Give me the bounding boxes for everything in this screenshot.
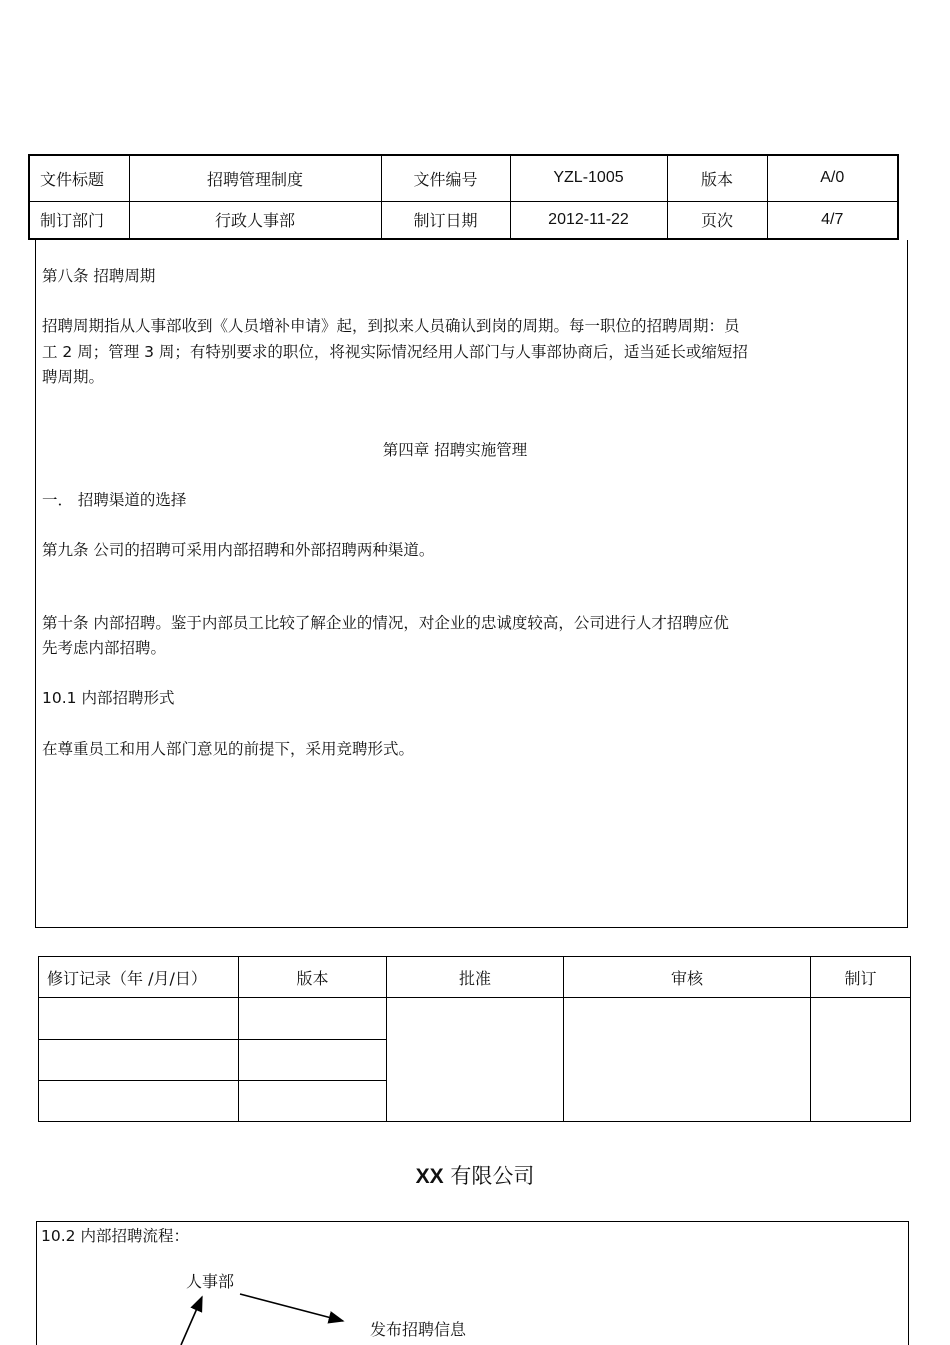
article8-line2: 工 2 周；管理 3 周；有特别要求的职位，将视实际情况经用人部门与人事部协商后，适当延长或缩短招: [42, 343, 748, 361]
document-header-table: [28, 154, 899, 240]
page-label: 页次: [667, 201, 767, 239]
revision-cell-review: [564, 998, 811, 1122]
revision-cell-record: [39, 998, 239, 1040]
article10-line1: 第十条 内部招聘。鉴于内部员工比较了解企业的情况，对企业的忠诚度较高，公司进行人才招聘应优: [42, 614, 729, 632]
chapter4-title: 第四章 招聘实施管理: [382, 441, 528, 459]
article10-line2: 先考虑内部招聘。: [42, 639, 167, 657]
flow-title: 10.2 内部招聘流程：: [41, 1227, 189, 1245]
dept-value: 行政人事部: [129, 201, 381, 239]
version-label: 版本: [667, 155, 767, 201]
article9-text: 第九条 公司的招聘可采用内部招聘和外部招聘两种渠道。: [42, 541, 435, 559]
header-row-1: [29, 155, 898, 201]
flow-node-hr: 人事部: [186, 1272, 235, 1291]
date-value: 2012-11-22: [510, 201, 667, 239]
revision-header-row: [39, 957, 911, 998]
revision-cell-version: [239, 1081, 387, 1122]
revision-cell-make: [811, 998, 911, 1122]
title-label: 文件标题: [29, 155, 129, 201]
arrow-to-hr: [181, 1297, 202, 1345]
dept-label: 制订部门: [29, 201, 129, 239]
revision-cell-version: [239, 998, 387, 1040]
company-name: [0, 1160, 950, 1190]
revision-table: [38, 956, 911, 1122]
docno-label: 文件编号: [381, 155, 510, 201]
revision-cell-version: [239, 1040, 387, 1081]
header-row-2: [29, 201, 898, 239]
revision-col-review: 审核: [564, 957, 811, 998]
section1-title: 一． 招聘渠道的选择: [42, 491, 187, 509]
revision-cell-approve: [387, 998, 564, 1122]
flow-node-publish: 发布招聘信息: [370, 1320, 467, 1339]
flow-arrows: [0, 1221, 950, 1345]
version-value: A/0: [767, 155, 898, 201]
revision-cell-record: [39, 1081, 239, 1122]
article8-line3: 聘周期。: [42, 368, 105, 386]
company-name-suffix: 有限公司: [450, 1164, 535, 1188]
revision-row: [39, 998, 911, 1040]
arrow-hr-to-publish: [240, 1294, 343, 1321]
article8-title: 第八条 招聘周期: [42, 267, 156, 285]
revision-col-version: 版本: [239, 957, 387, 998]
sub101-text: 在尊重员工和用人部门意见的前提下，采用竞聘形式。: [42, 740, 415, 758]
page-value: 4/7: [767, 201, 898, 239]
article8-line1: 招聘周期指从人事部收到《人员增补申请》起，到拟来人员确认到岗的周期。每一职位的招聘周期：员: [42, 317, 740, 335]
revision-cell-record: [39, 1040, 239, 1081]
date-label: 制订日期: [381, 201, 510, 239]
revision-col-record: 修订记录（年 /月/日）: [39, 957, 239, 998]
company-name-xx: XX: [415, 1165, 444, 1188]
title-value: 招聘管理制度: [129, 155, 381, 201]
revision-col-make: 制订: [811, 957, 911, 998]
sub101-title: 10.1 内部招聘形式: [42, 689, 175, 707]
revision-col-approve: 批准: [387, 957, 564, 998]
docno-value: YZL-1005: [510, 155, 667, 201]
